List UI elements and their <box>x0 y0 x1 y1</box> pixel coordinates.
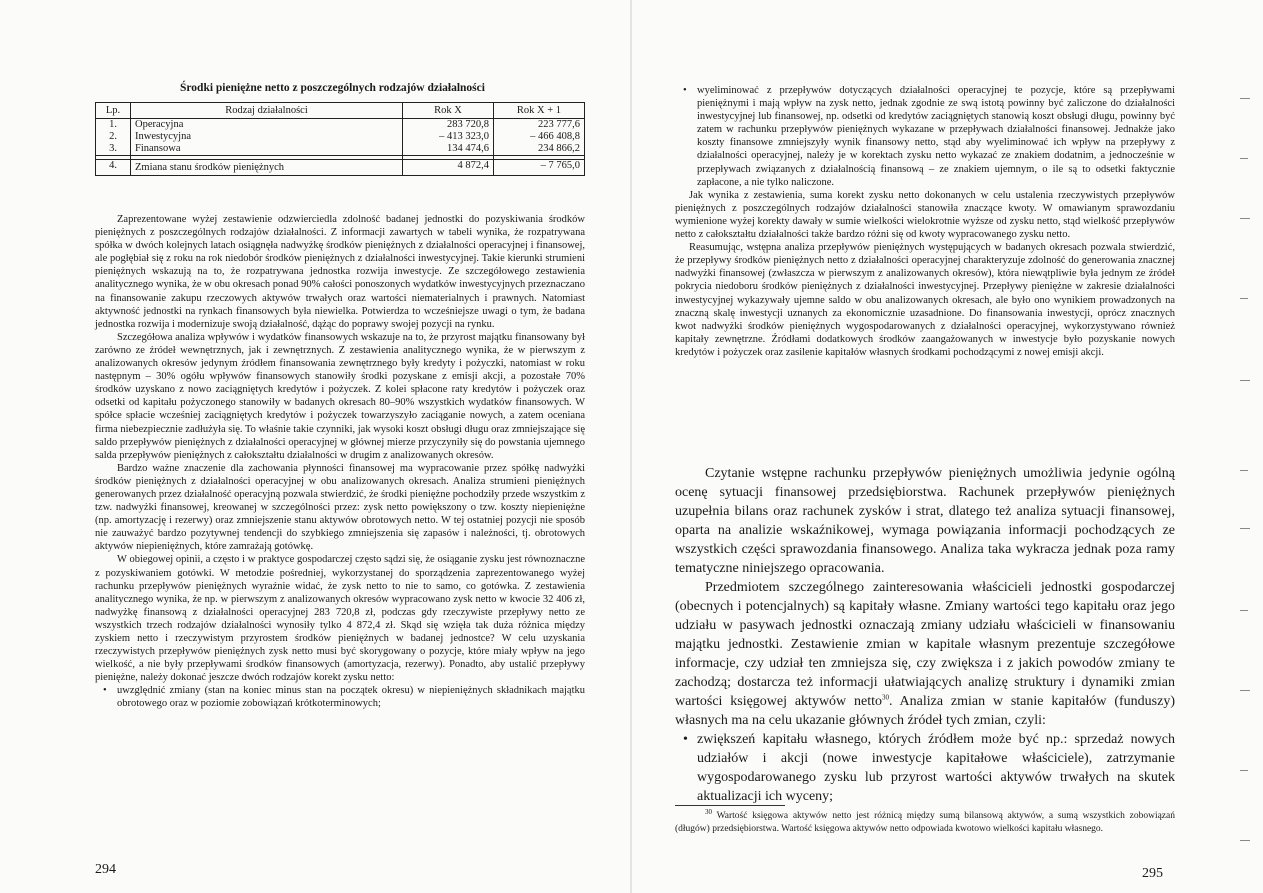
footnote-divider <box>675 805 785 806</box>
right-top-text <box>675 84 1175 359</box>
footnote <box>675 807 1175 835</box>
table-header-row <box>96 103 585 119</box>
list-item-text: uwzględnić zmiany (stan na koniec minus stan na początek okresu) w niepieniężnych składnikach majątku obrotowego oraz w poziomie zobowiązań krótkoterminowych; <box>117 685 585 710</box>
row-lp-3: 3. <box>109 143 117 154</box>
paragraph: Reasumując, wstępna analiza przepływów pieniężnych występujących w badanych okresach pozwala stwierdzić, że przepływy środków pieniężnych netto z działalności operacyjnej charakteryzuje zdolność do generowania znacznej nadwyżki finansowej (zwłaszcza w pierwszym z analizowanych okresów), która niewątpliwie była jednym ze źródeł pokrycia niedoboru środków pieniężnych z działalności inwestycyjnej. Przepływy pieniężne w zakresie działalności inwestycyjnej wykazywały ujemne saldo w obu analizowanych okresach, ale było ono wynikiem prowadzonych na znaczną skalę inwestycji uznanych za ekonomicznie uzasadnione. Do finansowania inwestycji, oprócz znacznych kwot nadwyżki środków pieniężnych wygospodarowanych z działalności operacyjnej, wykorzystywano również kapitały zewnętrzne. Źródłami dodatkowych środków zaangażowanych w inwestycje było pozyskanie nowych kredytów i pożyczek oraz zasilenie kapitałów własnych środkami pochodzącymi z nowej emisji akcji. <box>675 242 1175 358</box>
left-page <box>0 0 631 893</box>
total-year-x: 4 872,4 <box>403 160 494 176</box>
paragraph: W obiegowej opinii, a często i w praktyce gospodarczej często sądzi się, że osiąganie zysku jest równoznaczne z pozyskiwaniem gotówki. W metodzie pośredniej, wykorzystanej do sporządzenia zaprezentowanego wyżej rachunku przepływów pieniężnych wyraźnie widać, że zysk netto to nie to samo, co gotówka. Z zestawienia analitycznego wynika, że np. w pierwszym z analizowanych okresów wypracowano zysk netto w kwocie 32 406 zł, nadwyżkę finansową z działalności operacyjnej 283 720,8 zł, podczas gdy rzeczywiste przepływy netto ze wszystkich trzech rodzajów działalności wynosiły tylko 4 872,4 zł. Skąd się wzięła tak duża różnica między zyskiem netto i rzeczywistym przyrostem środków pieniężnych w badanej jednostce? W celu uzyskania rzeczywistych przepływów pieniężnych zysk netto musi być skorygowany o pozycje, które miały wpływ na jego wielkość, a nie były przepływami środków finansowych (amortyzacja, rezerwy). Ponadto, aby ustalić przepływy pieniężne, należy dokonać jeszcze dwóch rodzajów korekt zysku netto: <box>95 554 585 684</box>
row-values-year-x <box>403 119 494 156</box>
left-body-text <box>95 213 585 711</box>
footnote-number: 30 <box>705 807 712 816</box>
list-item-text: wyeliminować z przepływów dotyczących działalności operacyjnej te pozycje, które są przepływami pieniężnymi i mają wpływ na zysk netto, jednak zgodnie ze swą istotą powinny być zaliczone do działalności inwestycyjnej lub finansowej, np. odsetki od kredytów zaciągniętych stanowią koszt obsługi długu, powinny być zatem w rachunku przepływów pieniężnych wykazane w przepływach działalności finansowej. Jednakże jako koszty finansowe zmniejszyły wynik finansowy netto, stąd aby wyeliminować ich wpływ na przepływy z działalności operacyjnej, należy je w korektach zysku netto wykazać ze znakiem dodatnim, a jednocześnie w przepływach związanych z działalnością finansową – ze znakiem ujemnym, o ile są to odsetki faktycznie zapłacone, a nie tylko naliczone. <box>697 85 1175 188</box>
margin-mark <box>1240 298 1248 299</box>
row-lp <box>96 119 131 156</box>
table-row <box>96 119 585 156</box>
row-lp-2: 2. <box>109 131 117 142</box>
margin-mark <box>1240 470 1248 471</box>
paragraph: Szczegółowa analiza wpływów i wydatków finansowych wskazuje na to, że przyrost majątku finansowany był zarówno ze źródeł wewnętrznych, jak i zewnętrznych. Z zestawienia analitycznego wynika, że w pierwszym z analizowanych okresów jedynym źródłem finansowania zewnętrznego były kredyty i pożyczki, natomiast w roku następnym – 30% ogółu wpływów finansowych stanowiły środki pozyskane z emisji akcji, a pozostałe 70% środków uzyskano z nowo zaciągniętych kredytów i pożyczek. Z kolei spłacone raty kredytów i pożyczek oraz odsetki od kapitału pożyczonego stanowiły w badanych okresach 80–90% wszystkich wydatków finansowych. W spółce spłacie wcześniej zaciągniętych kredytów i pożyczek towarzyszyło zaciąganie nowych, a zatem oceniana firma niebezpiecznie zadłużyła się. To właśnie takie czynniki, jak wysoki koszt obsługi długu oraz zmniejszające się saldo przepływów pieniężnych z działalności operacyjnej w głównej mierze przyczyniły się do powstania ujemnego salda przepływów pieniężnych z całokształtu działalności w drugim z analizowanych okresów. <box>95 331 585 461</box>
table-title: Środki pieniężne netto z poszczególnych rodzajów działalności <box>180 82 485 94</box>
margin-mark <box>1240 690 1250 691</box>
paragraph: Bardzo ważne znaczenie dla zachowania płynności finansowej ma wypracowanie przez spółkę nadwyżki środków pieniężnych z działalności operacyjnej w obu analizowanych okresach. Analiza strumieni pieniężnych generowanych przez działalność operacyjną pozwala stwierdzić, że środki pieniężne pochodziły przede wszystkim z tzw. nadwyżki finansowej, kreowanej w szczególności przez: zysk netto powiększony o tzw. koszty niepieniężne (np. amortyzację i rezerwy) oraz zmniejszenie stanu aktywów obrotowych netto. W tej ostatniej pozycji nie sposób nie zauważyć bardzo pozytywnej tendencji do szybkiego zmniejszenia się zapasów i należności, tj. obrotowych aktywów niepieniężnych, które zamrażają gotówkę. <box>95 462 585 553</box>
total-name: Zmiana stanu środków pieniężnych <box>131 160 403 176</box>
total-year-x1: – 7 765,0 <box>494 160 585 176</box>
equity-change-list <box>675 730 1175 806</box>
bullet-icon: • <box>683 732 688 747</box>
value-investing-x: – 413 323,0 <box>439 131 489 142</box>
row-values-year-x1 <box>494 119 585 156</box>
paragraph: Czytanie wstępne rachunku przepływów pieniężnych umożliwia jedynie ogólną ocenę sytuacji finansowej przedsiębiorstwa. Rachunek przepływów pieniężnych uzupełnia bilans oraz rachunek zysków i strat, dlatego też analiza sytuacji finansowej, oparta na analizie wskaźnikowej, wymaga powiązania informacji pochodzących ze wszystkich części sprawozdania finansowego. Analiza taka wykracza jednak poza ramy tematyczne niniejszego opracowania. <box>675 466 1175 576</box>
correction-list-continued <box>675 84 1175 189</box>
footnote-reference: 30 <box>881 693 889 702</box>
activity-investing: Inwestycyjna <box>135 131 191 142</box>
margin-mark <box>1240 770 1248 771</box>
page-number-right: 295 <box>1142 866 1163 881</box>
bullet-icon: • <box>103 685 107 697</box>
activity-financing: Finansowa <box>135 143 181 154</box>
list-item <box>675 84 1175 189</box>
value-investing-x1: – 466 408,8 <box>530 131 580 142</box>
paragraph: Zaprezentowane wyżej zestawienie odzwierciedla zdolność badanej jednostki do pozyskiwania środków pieniężnych z poszczególnych rodzajów działalności. Z informacji zawartych w tabeli wynika, że rozpatrywana spółka w dwóch kolejnych latach osiągnęła nadwyżkę środków pieniężnych z działalności operacyjnej i finansowej, ale pogłębiał się z roku na rok niedobór środków pieniężnych z działalności inwestycyjnej. Takie kierunki strumieni pieniężnych wskazują na to, że rozpatrywana jednostka rozwija inwestycje. Ze szczegółowego zestawienia analitycznego wynika, że w obu okresach ponad 90% całości ponoszonych wydatków inwestycyjnych przeznaczano na finansowanie zakupu rzeczowych aktywów trwałych oraz wartości niematerialnych i prawnych. Natomiast aktywność jednostki na rynkach finansowych była niewielka. Potwierdza to wcześniejsze uwagi o tym, że badana jednostka rozwija i modernizuje swoją działalność, dążąc do poprawy swojej pozycji na rynku. <box>95 214 585 330</box>
cash-flow-table <box>95 102 585 176</box>
header-year-x1: Rok X + 1 <box>494 103 585 119</box>
header-lp: Lp. <box>96 103 131 119</box>
margin-mark <box>1240 610 1248 611</box>
bullet-icon: • <box>683 85 687 96</box>
value-operating-x1: 223 777,6 <box>538 119 580 130</box>
header-year-x: Rok X <box>403 103 494 119</box>
header-activity-type: Rodzaj działalności <box>131 103 403 119</box>
row-lp-1: 1. <box>109 119 117 130</box>
paragraph-part: . Analiza zmian w stanie kapitałów (funduszy) własnych ma na celu ukazanie głównych źródeł tych zmian, czyli: <box>675 694 1175 728</box>
margin-mark <box>1240 158 1248 159</box>
paragraph-part: Przedmiotem szczególnego zainteresowania właścicieli jednostki gospodarczej (obecnych i potencjalnych) są kapitały własne. Zmiany wartości tego kapitału oraz jego udziału w pasywach jednostki oznaczają zmiany udziału właścicieli w finansowaniu majątku jednostki. Zestawienie zmian w kapitale własnym prezentuje szczegółowe informacje, czy udział ten zmniejsza się, czy zwiększa i z jakich powodów zmiany te zachodzą; dostarcza też informacji ułatwiających analizę struktury i dynamiki zmian wartości księgowej aktywów netto <box>675 580 1175 709</box>
list-item <box>95 684 585 710</box>
page-number-left: 294 <box>95 862 116 877</box>
margin-mark <box>1240 840 1250 841</box>
value-financing-x: 134 474,6 <box>447 143 489 154</box>
right-large-text-1 <box>675 464 1175 578</box>
row-activity-names <box>131 119 403 156</box>
value-operating-x: 283 720,8 <box>447 119 489 130</box>
paragraph <box>675 578 1175 730</box>
margin-mark <box>1240 218 1250 219</box>
footnote-text: Wartość księgowa aktywów netto jest różnicą między sumą bilansową aktywów, a sumą wszystkich zobowiązań (długów) przedsiębiorstwa. Wartość księgowa aktywów netto odpowiada kwotowo wielkości kapitału własnego. <box>675 811 1175 834</box>
margin-mark <box>1240 528 1250 529</box>
activity-operating: Operacyjna <box>135 119 184 130</box>
list-item <box>675 730 1175 806</box>
value-financing-x1: 234 866,2 <box>538 143 580 154</box>
correction-list <box>95 684 585 710</box>
table-total-row <box>96 160 585 176</box>
margin-mark <box>1240 98 1250 99</box>
right-large-text-2 <box>675 578 1175 806</box>
total-lp: 4. <box>96 160 131 176</box>
paragraph: Jak wynika z zestawienia, suma korekt zysku netto dokonanych w celu ustalenia rzeczywistych przepływów pieniężnych z poszczególnych rodzajów działalności stanowiła znaczące kwoty. W omawianym sprawozdaniu wymienione wyżej korekty dawały w sumie wielkości wielokrotnie wyższe od zysku netto, stąd wielkość przepływów netto z całokształtu działalności także bardzo różni się od kwoty wypracowanego zysku netto. <box>675 189 1175 241</box>
list-item-text: zwiększeń kapitału własnego, których źródłem może być np.: sprzedaż nowych udziałów i akcji (nowe inwestycje kapitałowe właściciele), zatrzymanie wygospodarowanego zysku lub przyrost wartości aktywów trwałych na skutek aktualizacji ich wyceny; <box>697 732 1175 804</box>
margin-mark <box>1240 380 1250 381</box>
